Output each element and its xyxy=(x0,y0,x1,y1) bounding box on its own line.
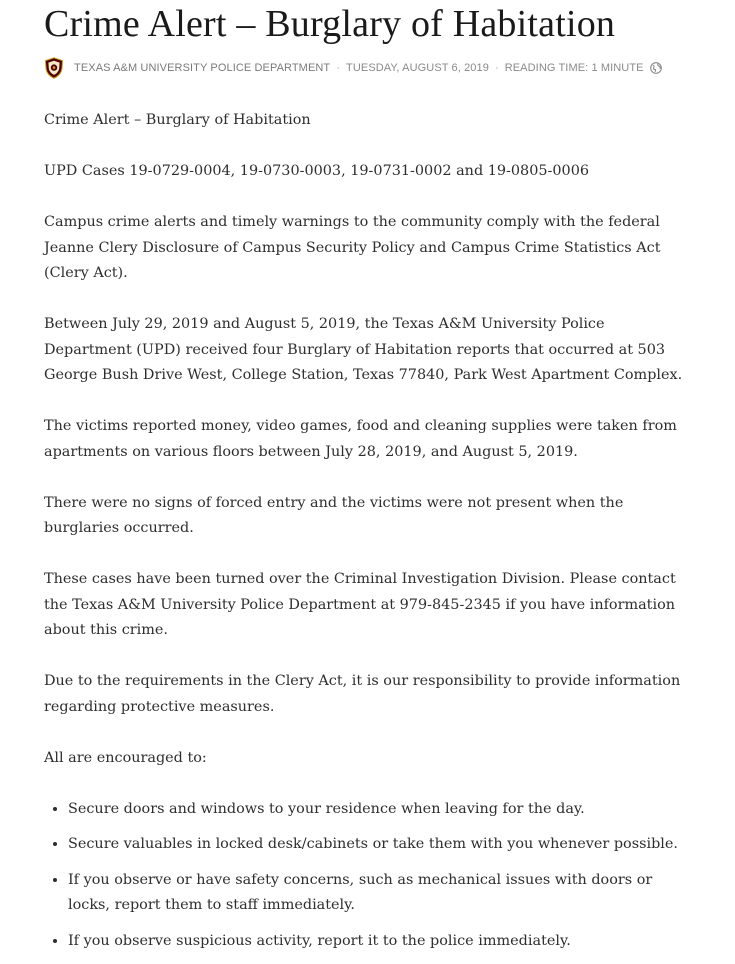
author-link[interactable]: TEXAS A&M UNIVERSITY POLICE DEPARTMENT xyxy=(74,62,331,74)
meta-separator: · xyxy=(336,62,341,74)
publish-date: TUESDAY, AUGUST 6, 2019 xyxy=(346,62,489,74)
article-body xyxy=(44,108,694,954)
list-item: • If you observe suspicious activity, report it to the police immediately. xyxy=(68,929,694,955)
article-title: Crime Alert – Burglary of Habitation xyxy=(44,3,616,45)
body-paragraph: These cases have been turned over the Criminal Investigation Division. Please contact the Texas A&M University Police Department at 979-845-2345 if you have information about this crime. xyxy=(44,571,676,638)
safety-tips-list xyxy=(44,797,694,955)
list-item: • Secure valuables in locked desk/cabinets or take them with you whenever possible. xyxy=(68,832,694,858)
body-paragraph: Between July 29, 2019 and August 5, 2019, the Texas A&M University Police Department (UPD) received four Burglary of Habitation reports that occurred at 503 George Bush Drive West, College Station, Texas 77840, Park West Apartment Complex. xyxy=(44,316,683,383)
body-paragraph: Crime Alert – Burglary of Habitation xyxy=(44,112,311,128)
body-paragraph: Due to the requirements in the Clery Act, it is our responsibility to provide information regarding protective measures. xyxy=(44,673,681,715)
police-badge-icon[interactable] xyxy=(44,57,64,79)
globe-icon xyxy=(650,62,662,74)
reading-time: READING TIME: 1 MINUTE xyxy=(504,62,644,74)
article xyxy=(44,0,694,964)
meta-separator: · xyxy=(494,62,499,74)
list-item: • If you observe or have safety concerns, such as mechanical issues with doors or locks, report them to staff immediately. xyxy=(68,868,694,919)
body-paragraph: Campus crime alerts and timely warnings to the community comply with the federal Jeanne Clery Disclosure of Campus Security Policy and Campus Crime Statistics Act (Clery Act). xyxy=(44,214,661,281)
body-paragraph: All are encouraged to: xyxy=(44,749,207,766)
body-paragraph: There were no signs of forced entry and the victims were not present when the burglaries occurred. xyxy=(44,494,624,536)
article-meta xyxy=(44,56,694,80)
body-paragraph: UPD Cases 19-0729-0004, 19-0730-0003, 19-0731-0002 and 19-0805-0006 xyxy=(44,163,590,179)
body-paragraph: The victims reported money, video games, food and cleaning supplies were taken from apartments on various floors between July 28, 2019, and August 5, 2019. xyxy=(44,418,677,460)
list-item: • Secure doors and windows to your residence when leaving for the day. xyxy=(68,797,694,823)
